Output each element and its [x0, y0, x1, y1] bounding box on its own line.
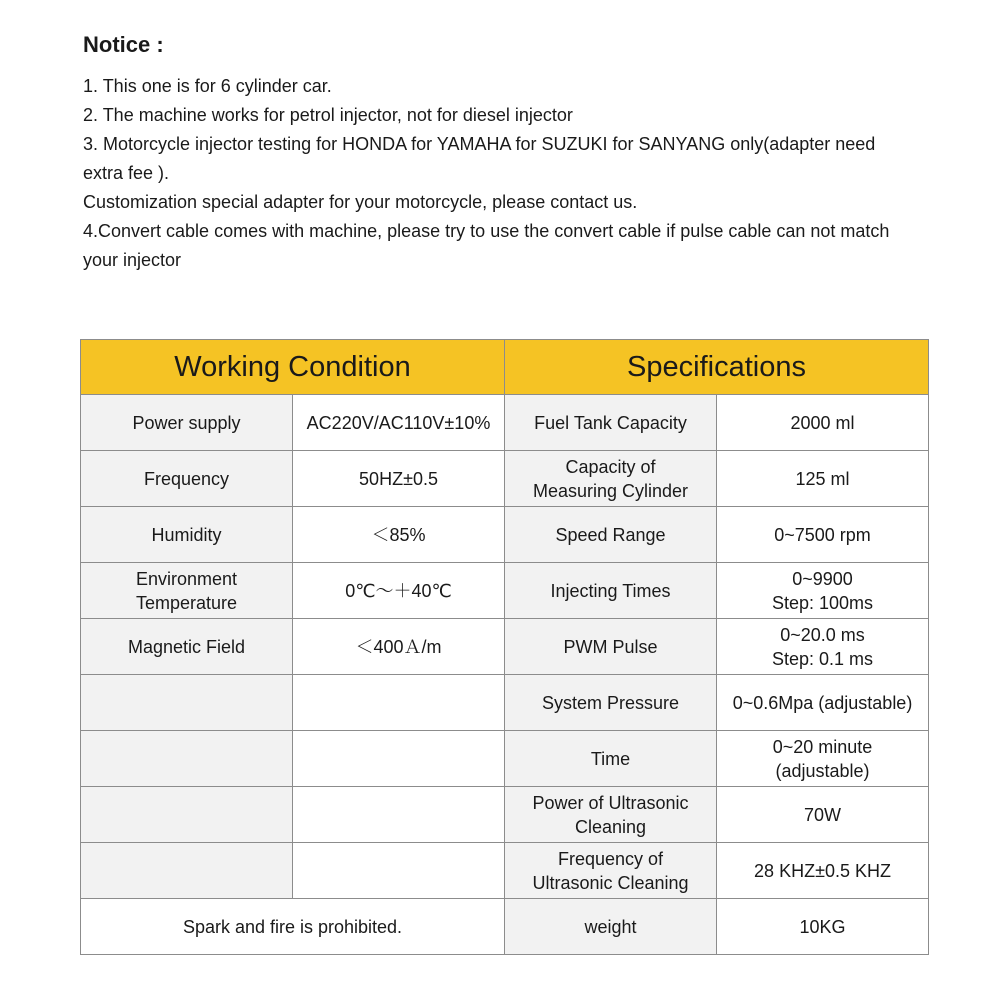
spec-label [505, 507, 717, 563]
cell-text: 70W [804, 804, 842, 825]
cell-text: weight [584, 916, 637, 937]
cell-text: Humidity [151, 524, 222, 545]
cell-text: 50HZ±0.5 [359, 468, 438, 489]
spec-label [505, 731, 717, 787]
cell-text: 0~20.0 ms Step: 0.1 ms [771, 624, 874, 669]
spec-label [505, 787, 717, 843]
table-row [81, 675, 929, 731]
safety-warning [81, 899, 505, 955]
cell-text: Spark and fire is prohibited. [182, 916, 403, 937]
spec-value [717, 507, 929, 563]
cell-text: AC220V/AC110V±10% [306, 412, 491, 433]
notice-line: 4.Convert cable comes with machine, please try to use the convert cable if pulse cable can not match [83, 221, 890, 241]
working-condition-value [293, 563, 505, 619]
cell-text: 0℃～＋40℃ [345, 580, 452, 601]
cell-text: 0~20 minute (adjustable) [772, 736, 873, 781]
cell-text: ＜400Ａ/m [355, 636, 442, 657]
working-condition-label [81, 843, 293, 899]
working-condition-label [81, 787, 293, 843]
notice-line: your injector [83, 250, 182, 270]
notice-list [83, 72, 953, 275]
cell-text: 0~0.6Mpa (adjustable) [732, 692, 913, 713]
notice-line: 1. This one is for 6 cylinder car. [83, 76, 332, 96]
cell-text: ＜85% [371, 524, 426, 545]
working-condition-header: Working Condition [81, 340, 505, 395]
table-row [81, 507, 929, 563]
working-condition-label [81, 675, 293, 731]
spec-label [505, 899, 717, 955]
cell-text: Fuel Tank Capacity [534, 412, 687, 433]
working-condition-label [81, 563, 293, 619]
cell-text: System Pressure [541, 692, 680, 713]
working-condition-label [81, 395, 293, 451]
working-condition-value [293, 675, 505, 731]
working-condition-label [81, 619, 293, 675]
working-condition-value [293, 787, 505, 843]
cell-text: Time [590, 748, 631, 769]
spec-label [505, 675, 717, 731]
table-row [81, 843, 929, 899]
cell-text: 2000 ml [790, 412, 855, 433]
cell-text: 125 ml [795, 468, 850, 489]
working-condition-label [81, 507, 293, 563]
notice-line: Customization special adapter for your motorcycle, please contact us. [83, 192, 638, 212]
working-condition-label [81, 451, 293, 507]
spec-value [717, 563, 929, 619]
cell-text: Magnetic Field [127, 636, 246, 657]
spec-value [717, 675, 929, 731]
spec-label [505, 451, 717, 507]
spec-value [717, 843, 929, 899]
spec-value [717, 787, 929, 843]
spec-label [505, 395, 717, 451]
cell-text: Injecting Times [550, 580, 671, 601]
cell-text: Environment Temperature [135, 568, 238, 613]
working-condition-value [293, 619, 505, 675]
spec-value [717, 619, 929, 675]
cell-text: Speed Range [555, 524, 666, 545]
working-condition-value [293, 451, 505, 507]
cell-text: Power supply [132, 412, 241, 433]
notice-line: 2. The machine works for petrol injector, not for diesel injector [83, 105, 573, 125]
spec-label [505, 619, 717, 675]
cell-text: 0~7500 rpm [774, 524, 871, 545]
table-row [81, 899, 929, 955]
table-row [81, 395, 929, 451]
spec-value [717, 451, 929, 507]
cell-text: Frequency [143, 468, 230, 489]
cell-text: Capacity of Measuring Cylinder [532, 456, 689, 501]
notice-line: extra fee ). [83, 163, 170, 183]
notice-title: Notice : [83, 32, 164, 57]
spec-value [717, 395, 929, 451]
spec-label [505, 843, 717, 899]
cell-text: Power of Ultrasonic Cleaning [532, 792, 689, 837]
spec-label [505, 563, 717, 619]
cell-text: 0~9900 Step: 100ms [771, 568, 874, 613]
working-condition-value [293, 731, 505, 787]
cell-text: 10KG [799, 916, 846, 937]
table-row [81, 619, 929, 675]
spec-value [717, 899, 929, 955]
table-row [81, 787, 929, 843]
working-condition-value [293, 395, 505, 451]
working-condition-label [81, 731, 293, 787]
table-header-row [81, 340, 929, 395]
table-row [81, 563, 929, 619]
cell-text: Frequency of Ultrasonic Cleaning [532, 848, 689, 893]
cell-text: 28 KHZ±0.5 KHZ [754, 860, 891, 881]
working-condition-value [293, 507, 505, 563]
cell-text: PWM Pulse [563, 636, 658, 657]
specifications-table [80, 339, 929, 955]
notice-line: 3. Motorcycle injector testing for HONDA for YAMAHA for SUZUKI for SANYANG only(adapter need [83, 134, 876, 154]
table-row [81, 731, 929, 787]
spec-value [717, 731, 929, 787]
table-row [81, 451, 929, 507]
specifications-header: Specifications [505, 340, 929, 395]
working-condition-value [293, 843, 505, 899]
